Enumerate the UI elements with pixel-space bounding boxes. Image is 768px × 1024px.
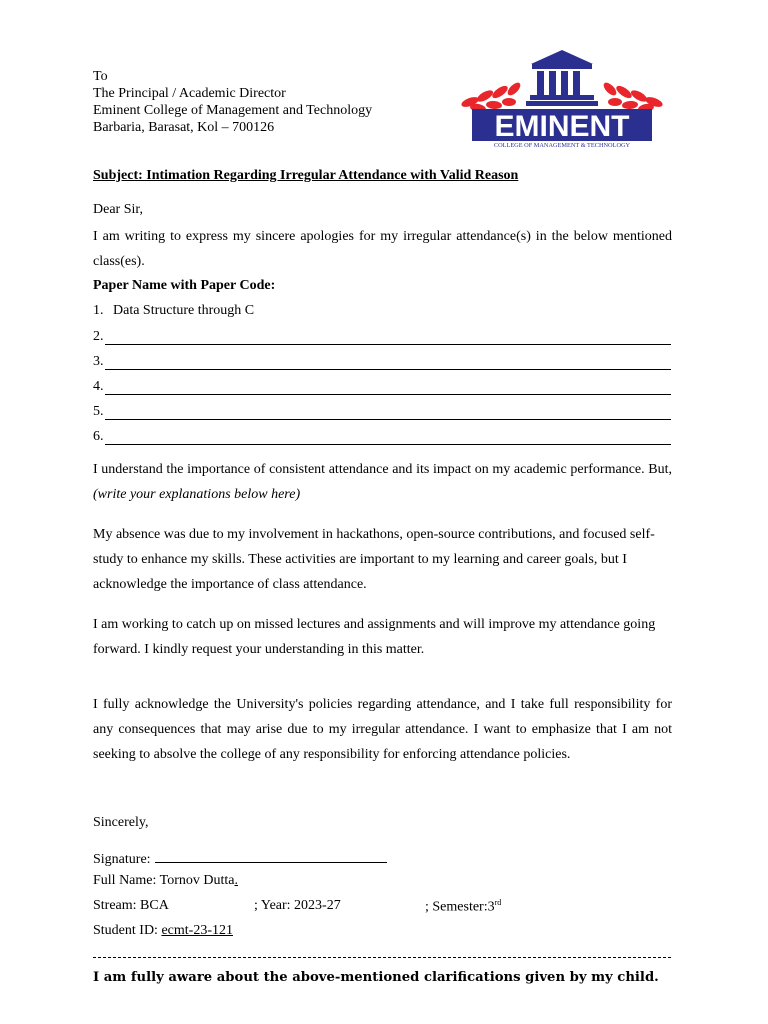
full-name-label: Full Name:	[93, 873, 160, 888]
year-label: ; Year: 2023-27	[254, 898, 341, 913]
semester-field	[425, 898, 501, 916]
semester-suffix: rd	[494, 898, 502, 907]
student-id-value: ecmt-23-121	[161, 923, 233, 938]
address-line-1: The Principal / Academic Director	[93, 86, 286, 101]
logo-name: EMINENT	[494, 110, 630, 143]
paper-number: 4.	[93, 379, 104, 394]
full-name-row	[93, 873, 238, 889]
paper-item-2[interactable]	[93, 329, 671, 347]
student-id-row	[93, 923, 233, 939]
paper-blank-line[interactable]	[105, 369, 671, 370]
address-line-2: Eminent College of Management and Technology	[93, 103, 373, 118]
paper-number: 1.	[93, 303, 104, 318]
salutation: Dear Sir,	[93, 202, 143, 217]
paper-item-3[interactable]	[93, 354, 671, 372]
paper-blank-line[interactable]	[105, 419, 671, 420]
eminent-logo-graphic	[456, 50, 668, 150]
full-name-value: Tornov Dutta	[159, 873, 235, 888]
paper-number: 3.	[93, 354, 104, 369]
closing: Sincerely,	[93, 815, 149, 830]
paragraph-reason: My absence was due to my involvement in hackathons, open-source contributions, and focused self-study to enhance my skills. These activities are important to my learning and career goals, but I acknowledge the importance of class attendance.	[93, 527, 655, 592]
logo-tagline: COLLEGE OF MANAGEMENT & TECHNOLOGY	[493, 142, 631, 149]
address-line-3: Barbaria, Barasat, Kol – 700126	[93, 120, 275, 135]
paper-item-4[interactable]	[93, 379, 671, 397]
paper-item-6[interactable]	[93, 429, 671, 447]
stream-label: Stream: BCA	[93, 898, 169, 913]
explanation-hint: (write your explanations below here)	[93, 487, 301, 502]
paper-number: 6.	[93, 429, 104, 444]
paper-blank-line[interactable]	[105, 444, 671, 445]
paper-number: 2.	[93, 329, 104, 344]
recipient-address	[93, 68, 372, 136]
paper-item-1	[93, 303, 254, 319]
full-name-dot: .	[234, 873, 238, 888]
paragraph-catchup: I am working to catch up on missed lectures and assignments and will improve my attendance going forward. I kindly request your understanding in this matter.	[93, 617, 656, 657]
papers-heading: Paper Name with Paper Code:	[93, 278, 276, 293]
address-to: To	[93, 69, 108, 84]
paragraph-importance	[93, 457, 672, 507]
student-id-label: Student ID:	[93, 923, 162, 938]
signature-line[interactable]	[155, 848, 387, 863]
subject-line: Subject: Intimation Regarding Irregular Attendance with Valid Reason	[93, 168, 519, 183]
signature-row	[93, 848, 387, 868]
paper-number: 5.	[93, 404, 104, 419]
signature-label: Signature:	[93, 852, 151, 867]
intro-paragraph: I am writing to express my sincere apologies for my irregular attendance(s) in the below mentioned class(es).	[93, 229, 672, 269]
paragraph-policy: I fully acknowledge the University's policies regarding attendance, and I take full responsibility for any consequences that may arise due to my irregular attendance. I want to emphasize that I am not seeking to absolve the college of any responsibility for enforcing attendance policies.	[93, 697, 672, 762]
paper-name: Data Structure through C	[113, 303, 255, 318]
paragraph-importance-text: I understand the importance of consistent attendance and its impact on my academic performance. But,	[93, 462, 672, 477]
semester-label: ; Semester:3	[425, 899, 495, 915]
paper-item-5[interactable]	[93, 404, 671, 422]
stream-row	[93, 898, 683, 918]
paper-blank-line[interactable]	[105, 394, 671, 395]
guardian-statement: I am fully aware about the above-mentioned clarifications given by my child.	[93, 970, 659, 985]
dashed-separator	[93, 957, 671, 958]
college-logo	[456, 50, 668, 150]
paper-blank-line[interactable]	[105, 344, 671, 345]
